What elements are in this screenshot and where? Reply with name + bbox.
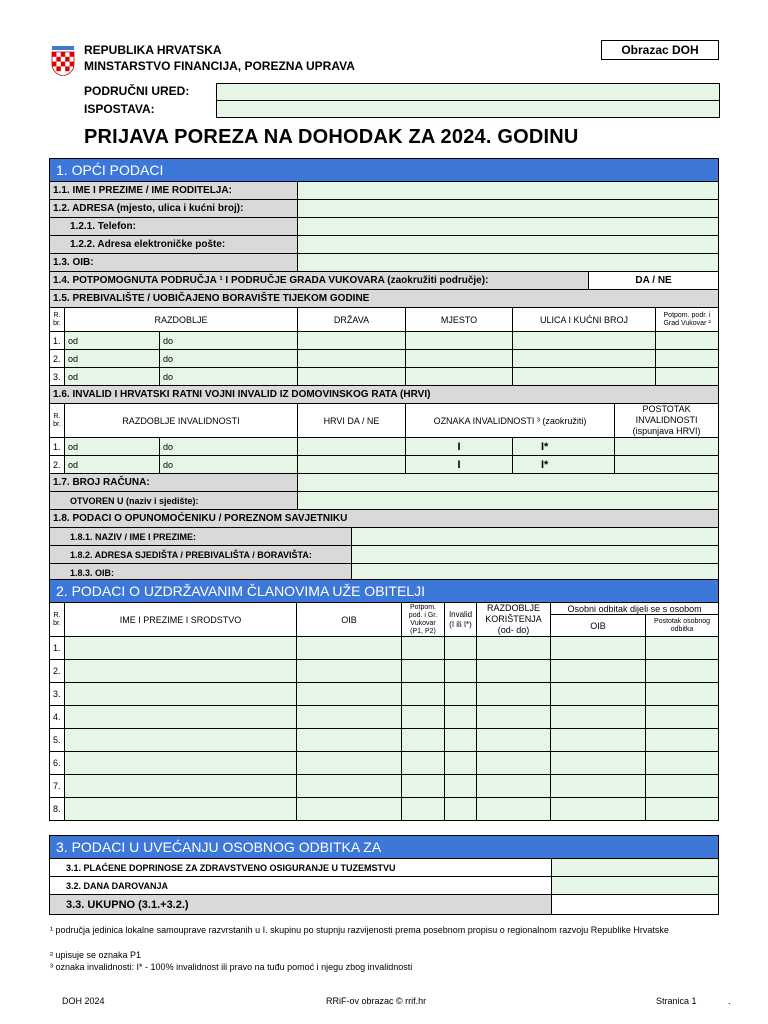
dependent-period-input[interactable]: [477, 660, 551, 683]
section-1-table: [49, 158, 719, 582]
dependent-period-input[interactable]: [477, 729, 551, 752]
residence-street[interactable]: [513, 350, 656, 368]
col-drzava: DRŽAVA: [298, 308, 406, 332]
dependent-share-oib-input[interactable]: [551, 752, 646, 775]
dependent-row-number: 6.: [50, 752, 65, 775]
col-postotak-invalidnosti: POSTOTAK INVALIDNOSTI (ispunjava HRVI): [615, 404, 719, 438]
total-label: 3.3. UKUPNO (3.1.+3.2.): [50, 895, 552, 915]
col-postotak: Postotak osobnog odbitka: [646, 615, 719, 637]
donation-label: 3.2. DANA DAROVANJA: [50, 877, 552, 895]
residence-city[interactable]: [406, 350, 513, 368]
ured-input[interactable]: [216, 83, 720, 101]
dependent-invalid-input[interactable]: [445, 729, 477, 752]
name-input[interactable]: [298, 182, 719, 200]
dependent-share-oib-input[interactable]: [551, 706, 646, 729]
dependent-row-number: 5.: [50, 729, 65, 752]
dependent-oib-input[interactable]: [297, 683, 402, 706]
col-razdoblje: RAZDOBLJE: [65, 308, 298, 332]
ispostava-input[interactable]: [216, 100, 720, 118]
invalid-to[interactable]: do: [160, 456, 298, 474]
account-bank-label: OTVOREN U (naziv i sjedište):: [50, 492, 298, 510]
residence-assisted[interactable]: [656, 368, 719, 386]
dependent-name-input[interactable]: [65, 637, 297, 660]
dependent-row-number: 8.: [50, 798, 65, 821]
col-razdoblje-invalidnosti: RAZDOBLJE INVALIDNOSTI: [65, 404, 298, 438]
dependent-row-number: 2.: [50, 660, 65, 683]
col-dijeli: Osobni odbitak dijeli se s osobom: [551, 603, 719, 615]
section-1-title: 1. OPĆI PODACI: [50, 159, 719, 182]
invalid-row-number: 1.: [50, 438, 65, 456]
dependent-share-percent-input[interactable]: [646, 775, 719, 798]
dependent-row: [50, 752, 719, 775]
col-oib-dijeli: OIB: [551, 615, 646, 637]
phone-label: 1.2.1. Telefon:: [50, 218, 298, 236]
residence-heading: 1.5. PREBIVALIŠTE / UOBIČAJENO BORAVIŠTE TIJEKOM GODINE: [50, 290, 719, 308]
address-label: 1.2. ADRESA (mjesto, ulica i kućni broj):: [50, 200, 298, 218]
dependent-row: [50, 798, 719, 821]
dependent-row: [50, 729, 719, 752]
form-code: Obrazac DOH: [601, 40, 719, 60]
contrib-input[interactable]: [552, 859, 719, 877]
section-3-title: 3. PODACI U UVEĆANJU OSOBNOG ODBITKA ZA: [50, 836, 719, 859]
dependent-share-oib-input[interactable]: [551, 660, 646, 683]
col-ime: IME I PREZIME I SRODSTVO: [65, 603, 297, 637]
col-oznaka-invalidnosti: OZNAKA INVALIDNOSTI ³ (zaokružiti): [406, 404, 615, 438]
footnote-1: ¹ područja jedinica lokalne samouprave razvrstanih u I. skupinu po stupnju razvijenosti prema posebnom propisu o regionalnom razvoju Republike Hrvatske: [50, 925, 669, 935]
dependent-row: [50, 637, 719, 660]
dependent-invalid-input[interactable]: [445, 706, 477, 729]
phone-input[interactable]: [298, 218, 719, 236]
dependent-name-input[interactable]: [65, 706, 297, 729]
col-ulica: ULICA I KUĆNI BROJ: [513, 308, 656, 332]
dependent-invalid-input[interactable]: [445, 752, 477, 775]
col-mjesto: MJESTO: [406, 308, 513, 332]
assisted-area-label: 1.4. POTPOMOGNUTA PODRUČJA ¹ I PODRUČJE GRADA VUKOVARA (zaokružiti područje):: [50, 272, 589, 290]
residence-from[interactable]: od: [65, 332, 160, 350]
dependent-row: [50, 775, 719, 798]
dependent-row-number: 3.: [50, 683, 65, 706]
residence-from[interactable]: od: [65, 350, 160, 368]
residence-street[interactable]: [513, 332, 656, 350]
croatian-coat-of-arms-icon: [50, 46, 76, 76]
issuer-line-1: REPUBLIKA HRVATSKA: [84, 43, 222, 57]
dependent-period-input[interactable]: [477, 775, 551, 798]
page-title: PRIJAVA POREZA NA DOHODAK ZA 2024. GODINU: [84, 126, 579, 148]
dependent-name-input[interactable]: [65, 683, 297, 706]
dependent-period-input[interactable]: [477, 637, 551, 660]
col-hrvi: HRVI DA / NE: [298, 404, 406, 438]
dependent-oib-input[interactable]: [297, 637, 402, 660]
residence-assisted[interactable]: [656, 332, 719, 350]
residence-row-number: 1.: [50, 332, 65, 350]
hrvi-input[interactable]: [298, 438, 406, 456]
footer-page-number: Stranica 1: [656, 996, 697, 1006]
residence-country[interactable]: [298, 368, 406, 386]
invalid-mark-i[interactable]: I: [406, 456, 513, 474]
dependent-oib-input[interactable]: [297, 752, 402, 775]
dependent-potpom-input[interactable]: [402, 683, 445, 706]
residence-to[interactable]: do: [160, 368, 298, 386]
dependent-potpom-input[interactable]: [402, 660, 445, 683]
dependent-share-percent-input[interactable]: [646, 752, 719, 775]
name-label: 1.1. IME I PREZIME / IME RODITELJA:: [50, 182, 298, 200]
invalid-from[interactable]: od: [65, 438, 160, 456]
total-value[interactable]: [552, 895, 719, 915]
donation-input[interactable]: [552, 877, 719, 895]
col-rbr: R. br.: [50, 603, 65, 637]
dependent-share-oib-input[interactable]: [551, 637, 646, 660]
dependent-share-percent-input[interactable]: [646, 729, 719, 752]
proxy-address-label: 1.8.2. ADRESA SJEDIŠTA / PREBIVALIŠTA / BORAVIŠTA:: [50, 546, 352, 564]
dependent-period-input[interactable]: [477, 706, 551, 729]
residence-city[interactable]: [406, 332, 513, 350]
proxy-name-label: 1.8.1. NAZIV / IME I PREZIME:: [50, 528, 352, 546]
assisted-area-choice[interactable]: DA / NE: [589, 272, 719, 290]
email-label: 1.2.2. Adresa elektroničke pošte:: [50, 236, 298, 254]
footer-form-code: DOH 2024: [62, 996, 105, 1006]
invalid-mark-istar[interactable]: I*: [513, 438, 615, 456]
dependent-share-percent-input[interactable]: [646, 660, 719, 683]
invalid-percent-input[interactable]: [615, 456, 719, 474]
dependent-oib-input[interactable]: [297, 798, 402, 821]
issuer-line-2: MINSTARSTVO FINANCIJA, POREZNA UPRAVA: [84, 59, 355, 73]
residence-row-number: 2.: [50, 350, 65, 368]
proxy-name-input[interactable]: [352, 528, 719, 546]
dependent-row: [50, 706, 719, 729]
dependent-oib-input[interactable]: [297, 775, 402, 798]
dependent-share-percent-input[interactable]: [646, 706, 719, 729]
dependent-share-oib-input[interactable]: [551, 798, 646, 821]
residence-assisted[interactable]: [656, 350, 719, 368]
dependent-invalid-input[interactable]: [445, 683, 477, 706]
col-razdoblje-koristenja: RAZDOBLJE KORIŠTENJA (od- do): [477, 603, 551, 637]
dependent-period-input[interactable]: [477, 798, 551, 821]
proxy-heading: 1.8. PODACI O OPUNOMOĆENIKU / POREZNOM SAVJETNIKU: [50, 510, 719, 528]
section-2-title: 2. PODACI O UZDRŽAVANIM ČLANOVIMA UŽE OBITELJI: [50, 580, 719, 603]
dependent-oib-input[interactable]: [297, 660, 402, 683]
invalid-to[interactable]: do: [160, 438, 298, 456]
account-bank-input[interactable]: [298, 492, 719, 510]
dependent-period-input[interactable]: [477, 683, 551, 706]
email-input[interactable]: [298, 236, 719, 254]
dependent-oib-input[interactable]: [297, 729, 402, 752]
dependent-invalid-input[interactable]: [445, 660, 477, 683]
dependent-row: [50, 683, 719, 706]
ured-label: PODRUČNI URED:: [84, 84, 190, 98]
dependent-name-input[interactable]: [65, 775, 297, 798]
address-input[interactable]: [298, 200, 719, 218]
account-input[interactable]: [298, 474, 719, 492]
hrvi-input[interactable]: [298, 456, 406, 474]
residence-country[interactable]: [298, 350, 406, 368]
dependent-share-oib-input[interactable]: [551, 729, 646, 752]
footnote-3: ³ oznaka invalidnosti: I* - 100% invalidnost ili pravo na tuđu pomoć i njegu zbog invalidnosti: [50, 962, 413, 972]
residence-to[interactable]: do: [160, 350, 298, 368]
dependent-potpom-input[interactable]: [402, 775, 445, 798]
ispostava-label: ISPOSTAVA:: [84, 102, 155, 116]
dependent-name-input[interactable]: [65, 752, 297, 775]
dependent-name-input[interactable]: [65, 798, 297, 821]
residence-row-number: 3.: [50, 368, 65, 386]
col-potpom: Potpom. podr. i Grad Vukovar ²: [656, 308, 719, 332]
dependent-share-percent-input[interactable]: [646, 798, 719, 821]
footer-publisher: RRiF-ov obrazac © rrif.hr: [326, 996, 427, 1006]
dependent-row-number: 4.: [50, 706, 65, 729]
proxy-address-input[interactable]: [352, 546, 719, 564]
contrib-label: 3.1. PLAĆENE DOPRINOSE ZA ZDRAVSTVENO OSIGURANJE U TUZEMSTVU: [50, 859, 552, 877]
dependent-share-oib-input[interactable]: [551, 775, 646, 798]
col-oib: OIB: [297, 603, 402, 637]
dependent-oib-input[interactable]: [297, 706, 402, 729]
dependent-share-oib-input[interactable]: [551, 683, 646, 706]
residence-from[interactable]: od: [65, 368, 160, 386]
section-2-table: [49, 579, 719, 821]
dependent-potpom-input[interactable]: [402, 729, 445, 752]
dependent-potpom-input[interactable]: [402, 798, 445, 821]
dependent-potpom-input[interactable]: [402, 752, 445, 775]
invalid-row-number: 2.: [50, 456, 65, 474]
col-rbr: R. br.: [50, 308, 65, 332]
footnote-2: ² upisuje se oznaka P1: [50, 950, 142, 960]
section-3-table: [49, 835, 719, 915]
dependent-period-input[interactable]: [477, 752, 551, 775]
col-potpom: Potpom. pod. i Gr. Vukovar (P1, P2): [402, 603, 445, 637]
dependent-invalid-input[interactable]: [445, 798, 477, 821]
dependent-name-input[interactable]: [65, 660, 297, 683]
footer-dot: .: [728, 996, 731, 1006]
dependent-row-number: 1.: [50, 637, 65, 660]
invalid-mark-i[interactable]: I: [406, 438, 513, 456]
invalid-percent-input[interactable]: [615, 438, 719, 456]
dependent-share-percent-input[interactable]: [646, 637, 719, 660]
dependent-potpom-input[interactable]: [402, 637, 445, 660]
col-rbr: R. br.: [50, 404, 65, 438]
col-invalid: Invalid (I ili I*): [445, 603, 477, 637]
invalid-from[interactable]: od: [65, 456, 160, 474]
dependent-potpom-input[interactable]: [402, 706, 445, 729]
invalid-heading: 1.6. INVALID I HRVATSKI RATNI VOJNI INVALID IZ DOMOVINSKOG RATA (HRVI): [50, 386, 719, 404]
dependent-row-number: 7.: [50, 775, 65, 798]
invalid-mark-istar[interactable]: I*: [513, 456, 615, 474]
residence-to[interactable]: do: [160, 332, 298, 350]
proxy-oib-label: 1.8.3. OIB:: [50, 564, 352, 582]
residence-street[interactable]: [513, 368, 656, 386]
dependent-row: [50, 660, 719, 683]
dependent-invalid-input[interactable]: [445, 637, 477, 660]
issuer-heading: [84, 42, 355, 74]
oib-input[interactable]: [298, 254, 719, 272]
dependent-name-input[interactable]: [65, 729, 297, 752]
account-label: 1.7. BROJ RAČUNA:: [50, 474, 298, 492]
residence-city[interactable]: [406, 368, 513, 386]
dependent-share-percent-input[interactable]: [646, 683, 719, 706]
dependent-invalid-input[interactable]: [445, 775, 477, 798]
oib-label: 1.3. OIB:: [50, 254, 298, 272]
residence-country[interactable]: [298, 332, 406, 350]
